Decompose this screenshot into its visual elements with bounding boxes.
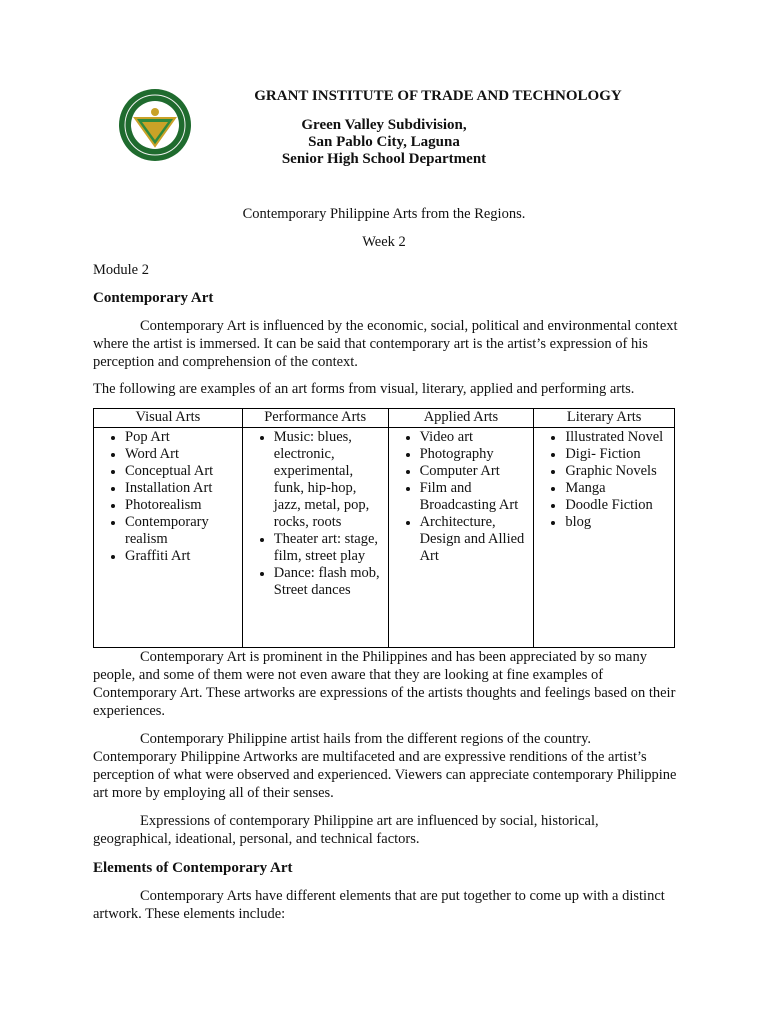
department-name: Senior High School Department <box>281 151 487 167</box>
paragraph-regions: Contemporary Philippine artist hails from the different regions of the country. Contemporary Philippine Artworks are multifaceted and are expressive renditions of the artist’s perception of what were observed and experienced. Viewers can appreciate contemporary Philippine art more by employing all of their senses. <box>93 731 677 801</box>
paragraph-prominent: Contemporary Art is prominent in the Philippines and has been appreciated by so many people, and some of them were not even aware that they are looking at fine examples of Contemporary Art. These artworks are expressions of the artists thoughts and feelings based on their experiences. <box>93 649 676 719</box>
list-item: • Video art <box>420 429 533 446</box>
applied-arts-cell <box>388 428 534 648</box>
module-label: Module 2 <box>93 262 149 278</box>
list-item: • Conceptual Art <box>125 463 241 480</box>
list-item: • blog <box>565 514 673 531</box>
list-item: • Dance: flash mob, Street dances <box>274 565 383 599</box>
list-item: • Illustrated Novel <box>565 429 673 446</box>
list-item: • Photorealism <box>125 497 241 514</box>
address-line-1: Green Valley Subdivision, <box>301 117 467 133</box>
header-applied-arts: Applied Arts <box>388 409 534 428</box>
list-item: • Computer Art <box>420 463 533 480</box>
paragraph-influences: Expressions of contemporary Philippine art are influenced by social, historical, geographical, ideational, personal, and technical factors. <box>93 813 599 847</box>
school-name: GRANT INSTITUTE OF TRADE AND TECHNOLOGY <box>254 88 622 104</box>
list-item: • Photography <box>420 446 533 463</box>
section-heading-elements: Elements of Contemporary Art <box>93 860 293 876</box>
header-literary-arts: Literary Arts <box>534 409 675 428</box>
section-heading-contemporary-art: Contemporary Art <box>93 290 214 306</box>
list-item: • Architecture, Design and Allied Art <box>420 514 533 565</box>
list-item: • Pop Art <box>125 429 241 446</box>
list-item: • Contemporary realism <box>125 514 241 548</box>
literary-arts-cell <box>534 428 675 648</box>
list-item: • Manga <box>565 480 673 497</box>
address-line-2: San Pablo City, Laguna <box>308 134 460 150</box>
list-item: • Word Art <box>125 446 241 463</box>
course-title: Contemporary Philippine Arts from the Regions. <box>242 206 526 222</box>
header-visual-arts: Visual Arts <box>94 409 243 428</box>
intro-paragraph: Contemporary Art is influenced by the economic, social, political and environmental context where the artist is immersed. It can be said that contemporary art is the artist’s expression of his perception and comprehension of the context. <box>93 318 678 370</box>
list-item: • Film and Broadcasting Art <box>420 480 533 514</box>
art-forms-table <box>93 408 675 648</box>
visual-arts-cell <box>94 428 243 648</box>
examples-paragraph: The following are examples of an art forms from visual, literary, applied and performing arts. <box>93 381 635 397</box>
list-item: • Digi- Fiction <box>565 446 673 463</box>
list-item: • Doodle Fiction <box>565 497 673 514</box>
list-item: • Installation Art <box>125 480 241 497</box>
list-item: • Graffiti Art <box>125 548 241 565</box>
list-item: • Theater art: stage, film, street play <box>274 531 383 565</box>
header-performance-arts: Performance Arts <box>242 409 388 428</box>
week-label: Week 2 <box>362 234 406 250</box>
elements-paragraph: Contemporary Arts have different elements that are put together to come up with a distinct artwork. These elements include: <box>93 888 665 922</box>
performance-arts-cell <box>242 428 388 648</box>
list-item: • Music: blues, electronic, experimental, funk, hip-hop, jazz, metal, pop, rocks, roots <box>274 429 383 531</box>
list-item: • Graphic Novels <box>565 463 673 480</box>
